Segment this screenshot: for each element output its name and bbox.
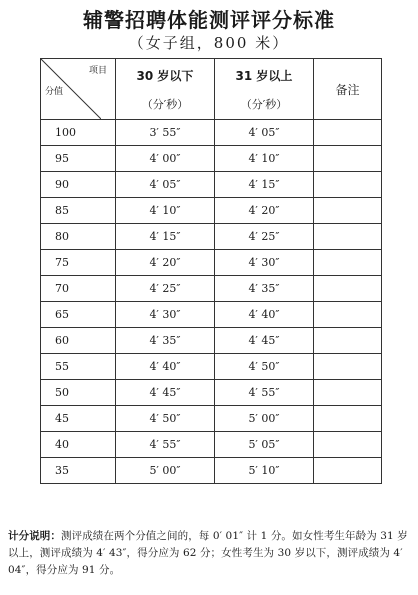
- note-cell: [314, 354, 382, 380]
- scoring-note-text: 测评成绩在两个分值之间的，每 0′ 01″ 计 1 分。如女性考生年龄为 31 岁以上，测评成绩为 4′ 43″，得分应为 62 分；女性考生为 30 岁以下，测评成绩为 4′ 04″，得分应为 91 分。: [8, 530, 408, 576]
- points-cell: 45: [41, 406, 116, 432]
- over31-time-cell: 4′ 10″: [215, 146, 314, 172]
- under30-time-cell: 4′ 35″: [116, 328, 215, 354]
- over31-time-cell: 5′ 05″: [215, 432, 314, 458]
- note-cell: [314, 458, 382, 484]
- under30-time-cell: 4′ 05″: [116, 172, 215, 198]
- table-row: [41, 432, 382, 458]
- points-cell: 90: [41, 172, 116, 198]
- table-row: [41, 354, 382, 380]
- under30-time-cell: 4′ 30″: [116, 302, 215, 328]
- header-over31-unit: （分′秒）: [240, 97, 288, 111]
- points-cell: 60: [41, 328, 116, 354]
- note-cell: [314, 328, 382, 354]
- over31-time-cell: 4′ 20″: [215, 198, 314, 224]
- table-row: [41, 406, 382, 432]
- points-cell: 65: [41, 302, 116, 328]
- over31-time-cell: 4′ 35″: [215, 276, 314, 302]
- over31-time-cell: 5′ 10″: [215, 458, 314, 484]
- under30-time-cell: 4′ 00″: [116, 146, 215, 172]
- note-cell: [314, 120, 382, 146]
- over31-time-cell: 4′ 30″: [215, 250, 314, 276]
- over31-time-cell: 4′ 55″: [215, 380, 314, 406]
- points-cell: 95: [41, 146, 116, 172]
- note-cell: [314, 250, 382, 276]
- page-subtitle: （女子组，800 米）: [128, 34, 290, 52]
- table-row: [41, 172, 382, 198]
- points-cell: 70: [41, 276, 116, 302]
- over31-time-cell: 4′ 15″: [215, 172, 314, 198]
- note-cell: [314, 276, 382, 302]
- over31-time-cell: 4′ 45″: [215, 328, 314, 354]
- header-under30: [116, 59, 215, 120]
- note-cell: [314, 432, 382, 458]
- under30-time-cell: 4′ 40″: [116, 354, 215, 380]
- points-cell: 85: [41, 198, 116, 224]
- table-row: [41, 276, 382, 302]
- points-cell: 100: [41, 120, 116, 146]
- points-cell: 75: [41, 250, 116, 276]
- note-cell: [314, 198, 382, 224]
- table-row: [41, 198, 382, 224]
- under30-time-cell: 4′ 10″: [116, 198, 215, 224]
- table-row: [41, 224, 382, 250]
- under30-time-cell: 4′ 45″: [116, 380, 215, 406]
- header-over31-title: 31 岁以上: [235, 68, 293, 83]
- under30-time-cell: 4′ 15″: [116, 224, 215, 250]
- under30-time-cell: 3′ 55″: [116, 120, 215, 146]
- points-cell: 55: [41, 354, 116, 380]
- scoring-note: [8, 528, 412, 579]
- table-row: [41, 458, 382, 484]
- corner-label-item: 项目: [88, 66, 107, 76]
- header-notes: 备注: [314, 59, 382, 120]
- points-cell: 80: [41, 224, 116, 250]
- scoring-note-lead: 计分说明：: [8, 530, 61, 542]
- corner-header-cell: [41, 59, 116, 120]
- points-cell: 35: [41, 458, 116, 484]
- under30-time-cell: 4′ 25″: [116, 276, 215, 302]
- page-title: 辅警招聘体能测评评分标准: [83, 8, 335, 32]
- note-cell: [314, 302, 382, 328]
- note-cell: [314, 406, 382, 432]
- points-cell: 40: [41, 432, 116, 458]
- under30-time-cell: 4′ 50″: [116, 406, 215, 432]
- table-header-row: [41, 59, 382, 120]
- note-cell: [314, 380, 382, 406]
- table-row: [41, 328, 382, 354]
- table-row: [41, 120, 382, 146]
- under30-time-cell: 4′ 55″: [116, 432, 215, 458]
- header-under30-title: 30 岁以下: [136, 68, 194, 83]
- score-table: [40, 58, 382, 484]
- over31-time-cell: 4′ 50″: [215, 354, 314, 380]
- over31-time-cell: 4′ 25″: [215, 224, 314, 250]
- under30-time-cell: 4′ 20″: [116, 250, 215, 276]
- table-row: [41, 250, 382, 276]
- corner-label-points: 分值: [45, 87, 64, 97]
- table-row: [41, 302, 382, 328]
- over31-time-cell: 4′ 05″: [215, 120, 314, 146]
- table-row: [41, 146, 382, 172]
- points-cell: 50: [41, 380, 116, 406]
- table-row: [41, 380, 382, 406]
- header-under30-unit: （分′秒）: [141, 97, 189, 111]
- header-over31: [215, 59, 314, 120]
- note-cell: [314, 224, 382, 250]
- over31-time-cell: 4′ 40″: [215, 302, 314, 328]
- over31-time-cell: 5′ 00″: [215, 406, 314, 432]
- under30-time-cell: 5′ 00″: [116, 458, 215, 484]
- note-cell: [314, 172, 382, 198]
- note-cell: [314, 146, 382, 172]
